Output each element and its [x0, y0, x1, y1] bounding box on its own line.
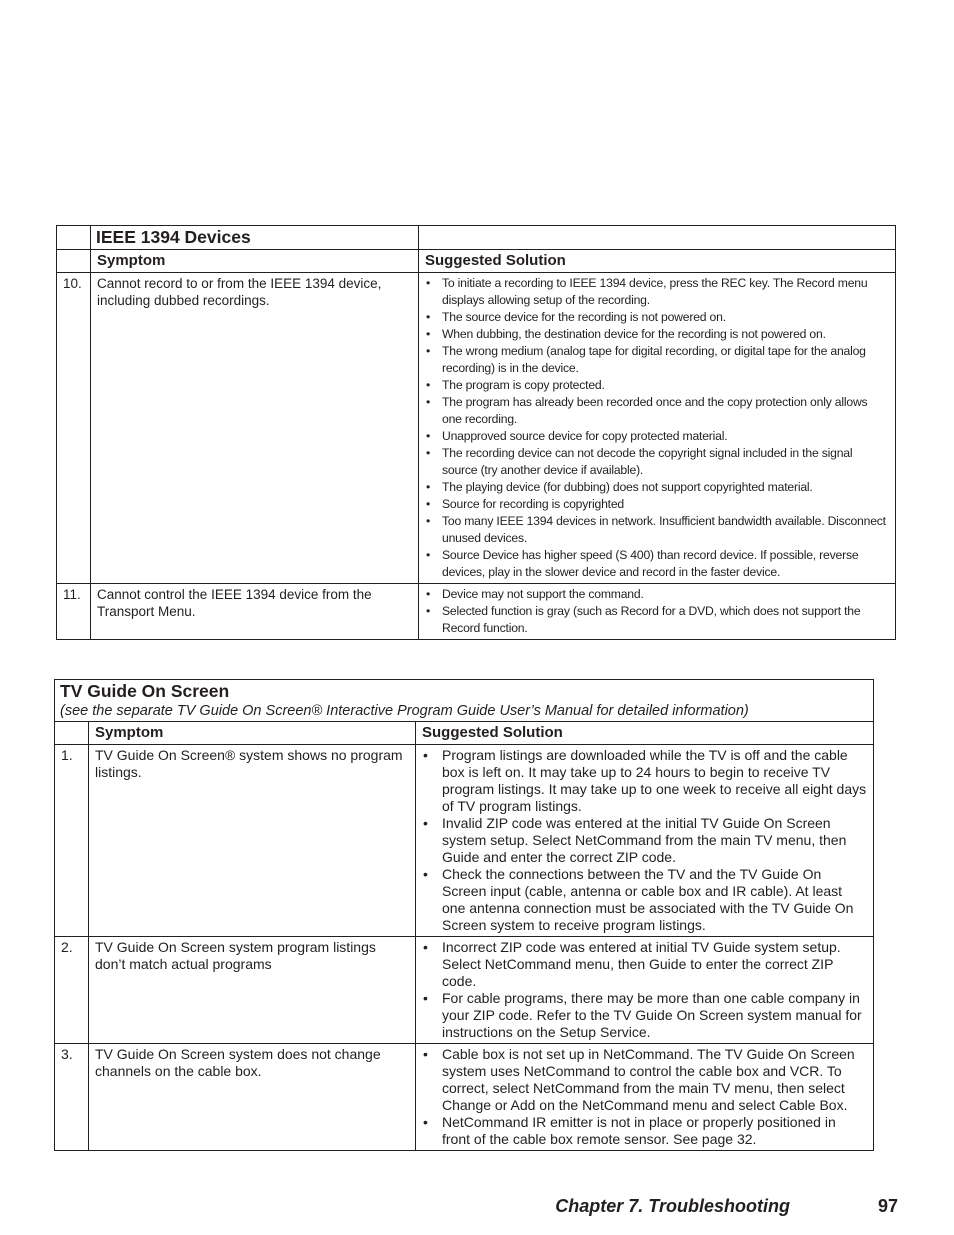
row-number: 2.: [55, 937, 89, 1044]
solution-item: • Program listings are downloaded while the TV is off and the cable box is left on. It may take up to 24 hours to begin to receive TV program listings. It may take up to one week to receive all eight days of TV program listings.: [420, 747, 867, 815]
solution-cell: [416, 937, 874, 1044]
solution-item: • The wrong medium (analog tape for digital recording, or digital tape for the analog recording) is in the device.: [423, 343, 889, 377]
solution-item: • Cable box is not set up in NetCommand. The TV Guide On Screen system uses NetCommand to control the cable box and VCR. To correct, select NetCommand from the main TV menu, then select Change or Add on the NetCommand menu and select Cable Box.: [420, 1046, 867, 1114]
solution-item: • When dubbing, the destination device for the recording is not powered on.: [423, 326, 889, 343]
solution-item: • Too many IEEE 1394 devices in network. Insufficient bandwidth available. Disconnect unused devices.: [423, 513, 889, 547]
solution-item: • Source Device has higher speed (S 400) than record device. If possible, reverse devices, play in the slower device and record in the faster device.: [423, 547, 889, 581]
solution-item: • Selected function is gray (such as Record for a DVD, which does not support the Record function.: [423, 603, 889, 637]
solution-item: • NetCommand IR emitter is not in place or properly positioned in front of the cable box remote sensor. See page 32.: [420, 1114, 867, 1148]
solution-item: • Unapproved source device for copy protected material.: [423, 428, 889, 445]
solution-item: • To initiate a recording to IEEE 1394 device, press the REC key. The Record menu displays allowing setup of the recording.: [423, 275, 889, 309]
solution-list: [420, 747, 867, 934]
solution-item: • Incorrect ZIP code was entered at initial TV Guide system setup. Select NetCommand menu, then Guide to enter the correct ZIP code.: [420, 939, 867, 990]
row-number: 11.: [57, 584, 91, 640]
solution-item: • The playing device (for dubbing) does not support copyrighted material.: [423, 479, 889, 496]
symptom-text: TV Guide On Screen® system shows no program listings.: [89, 745, 416, 937]
ieee-1394-table: [56, 225, 896, 640]
solution-list: [423, 586, 889, 637]
section-title: TV Guide On Screen: [60, 681, 230, 701]
page-footer: [555, 1196, 898, 1217]
solution-item: • Device may not support the command.: [423, 586, 889, 603]
solution-list: [420, 1046, 867, 1148]
table-header-row: [57, 250, 896, 273]
solution-cell: [419, 273, 896, 584]
table-title-row: [55, 680, 874, 722]
page-number: 97: [877, 1196, 898, 1216]
tv-guide-table: [54, 679, 874, 1151]
solution-item: • The program has already been recorded once and the copy protection only allows one recording.: [423, 394, 889, 428]
solution-item: • The program is copy protected.: [423, 377, 889, 394]
solution-item: • Source for recording is copyrighted: [423, 496, 889, 513]
symptom-text: TV Guide On Screen system does not change channels on the cable box.: [89, 1044, 416, 1151]
table-header-row: [55, 722, 874, 745]
chapter-title: Chapter 7. Troubleshooting: [555, 1196, 790, 1216]
solution-cell: [416, 745, 874, 937]
solution-item: • Check the connections between the TV and the TV Guide On Screen input (cable, antenna or cable box and IR cable). At least one antenna connection must be associated with the TV Guide On Screen system to receive program listings.: [420, 866, 867, 934]
solution-cell: [416, 1044, 874, 1151]
symptom-header: Symptom: [89, 722, 416, 745]
symptom-header: Symptom: [91, 250, 419, 273]
solution-header: Suggested Solution: [416, 722, 874, 745]
section-title: IEEE 1394 Devices: [96, 227, 251, 247]
solution-item: • The source device for the recording is not powered on.: [423, 309, 889, 326]
symptom-text: Cannot record to or from the IEEE 1394 device, including dubbed recordings.: [91, 273, 419, 584]
solution-header: Suggested Solution: [419, 250, 896, 273]
solution-cell: [419, 584, 896, 640]
table-row: [55, 937, 874, 1044]
solution-item: • For cable programs, there may be more than one cable company in your ZIP code. Refer to the TV Guide On Screen system manual for instructions on the Setup Service.: [420, 990, 867, 1041]
table-row: [57, 273, 896, 584]
table-title-row: [57, 226, 896, 250]
symptom-text: TV Guide On Screen system program listings don’t match actual programs: [89, 937, 416, 1044]
symptom-text: Cannot control the IEEE 1394 device from the Transport Menu.: [91, 584, 419, 640]
table-row: [57, 584, 896, 640]
table-row: [55, 745, 874, 937]
solution-list: [420, 939, 867, 1041]
row-number: 3.: [55, 1044, 89, 1151]
solution-item: • Invalid ZIP code was entered at the initial TV Guide On Screen system setup. Select NetCommand from the main TV menu, then Guide and enter the correct ZIP code.: [420, 815, 867, 866]
solution-item: • The recording device can not decode the copyright signal included in the signal source (try another device if available).: [423, 445, 889, 479]
solution-list: [423, 275, 889, 581]
table-row: [55, 1044, 874, 1151]
section-note: (see the separate TV Guide On Screen® Interactive Program Guide User’s Manual for detailed information): [60, 703, 749, 719]
row-number: 1.: [55, 745, 89, 937]
row-number: 10.: [57, 273, 91, 584]
